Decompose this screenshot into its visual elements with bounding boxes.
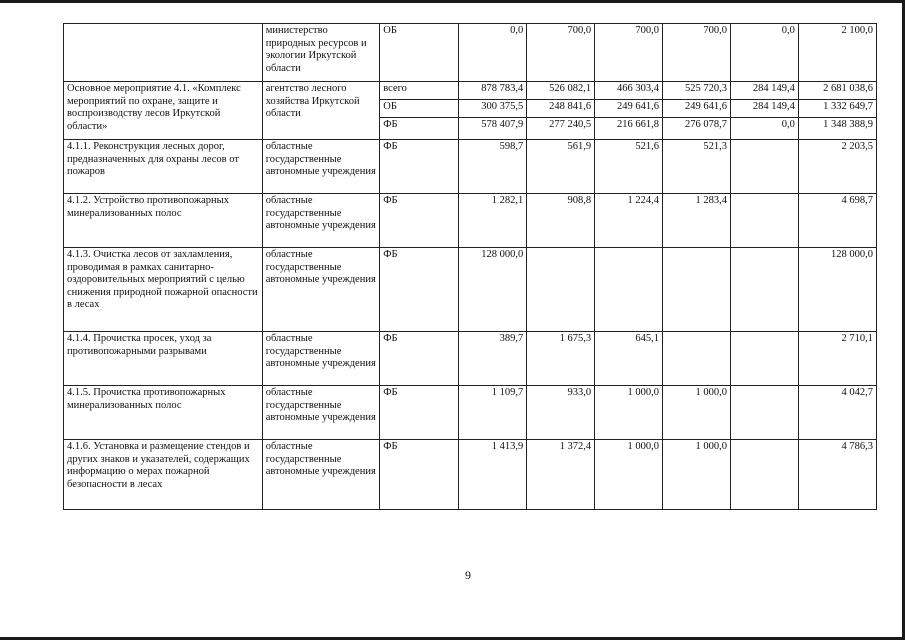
- value-2015: 1 675,3: [527, 332, 595, 386]
- table-row: [64, 140, 877, 194]
- table-row: [64, 386, 877, 440]
- value-2017: 249 641,6: [663, 100, 731, 118]
- value-2015: 561,9: [527, 140, 595, 194]
- value-2014: 128 000,0: [459, 248, 527, 332]
- value-total: 1 332 649,7: [798, 100, 876, 118]
- value-2015: 933,0: [527, 386, 595, 440]
- value-2014: 0,0: [459, 24, 527, 82]
- measure-name: 4.1.3. Очистка лесов от захламления, проводимая в рамках санитарно-оздоровительных мероприятий с целью снижения природной пожарной опасности в лесах: [64, 248, 263, 332]
- value-total: 4 698,7: [798, 194, 876, 248]
- funding-source: ФБ: [380, 440, 459, 510]
- value-2018: 284 149,4: [730, 82, 798, 100]
- value-2017: 525 720,3: [663, 82, 731, 100]
- table-row: [64, 24, 877, 82]
- value-2018: [730, 332, 798, 386]
- value-2016: 645,1: [595, 332, 663, 386]
- value-2016: 1 000,0: [595, 440, 663, 510]
- executor: областные государственные автономные учреждения: [262, 140, 380, 194]
- value-2016: 521,6: [595, 140, 663, 194]
- value-total: 128 000,0: [798, 248, 876, 332]
- value-2018: [730, 386, 798, 440]
- table-row: [64, 332, 877, 386]
- value-2015: [527, 248, 595, 332]
- value-2017: 521,3: [663, 140, 731, 194]
- value-2016: 700,0: [595, 24, 663, 82]
- table-row: [64, 248, 877, 332]
- value-2017: 276 078,7: [663, 118, 731, 140]
- executor: областные государственные автономные учреждения: [262, 332, 380, 386]
- value-2014: 389,7: [459, 332, 527, 386]
- funding-source: ФБ: [380, 248, 459, 332]
- value-2018: 0,0: [730, 24, 798, 82]
- funding-source: ФБ: [380, 118, 459, 140]
- executor: областные государственные автономные учреждения: [262, 440, 380, 510]
- executor: министерство природных ресурсов и экологии Иркутской области: [262, 24, 380, 82]
- value-2017: 700,0: [663, 24, 731, 82]
- value-2017: 1 000,0: [663, 386, 731, 440]
- value-total: 2 681 038,6: [798, 82, 876, 100]
- measure-name: [64, 24, 263, 82]
- value-2015: 248 841,6: [527, 100, 595, 118]
- executor: областные государственные автономные учреждения: [262, 194, 380, 248]
- funding-source: ФБ: [380, 140, 459, 194]
- table-row: [64, 440, 877, 510]
- measure-name: 4.1.4. Прочистка просек, уход за противопожарными разрывами: [64, 332, 263, 386]
- value-2017: 1 000,0: [663, 440, 731, 510]
- value-2018: [730, 248, 798, 332]
- value-total: 2 710,1: [798, 332, 876, 386]
- funding-source: ОБ: [380, 100, 459, 118]
- value-total: 2 100,0: [798, 24, 876, 82]
- executor: областные государственные автономные учреждения: [262, 386, 380, 440]
- funding-source: ФБ: [380, 194, 459, 248]
- measure-name: 4.1.2. Устройство противопожарных минерализованных полос: [64, 194, 263, 248]
- value-2016: 1 000,0: [595, 386, 663, 440]
- value-2014: 1 282,1: [459, 194, 527, 248]
- executor: областные государственные автономные учреждения: [262, 248, 380, 332]
- value-2014: 598,7: [459, 140, 527, 194]
- budget-table: [63, 23, 877, 510]
- measure-name: Основное мероприятие 4.1. «Комплекс мероприятий по охране, защите и воспроизводству лесов Иркутской области»: [64, 82, 263, 140]
- funding-source: ФБ: [380, 386, 459, 440]
- value-2018: [730, 440, 798, 510]
- value-total: 4 042,7: [798, 386, 876, 440]
- value-2017: [663, 248, 731, 332]
- value-2015: 1 372,4: [527, 440, 595, 510]
- value-2018: 284 149,4: [730, 100, 798, 118]
- funding-source: всего: [380, 82, 459, 100]
- value-2014: 300 375,5: [459, 100, 527, 118]
- value-2016: 1 224,4: [595, 194, 663, 248]
- value-total: 4 786,3: [798, 440, 876, 510]
- funding-source: ОБ: [380, 24, 459, 82]
- measure-name: 4.1.1. Реконструкция лесных дорог, предназначенных для охраны лесов от пожаров: [64, 140, 263, 194]
- value-total: 2 203,5: [798, 140, 876, 194]
- funding-source: ФБ: [380, 332, 459, 386]
- value-2014: 578 407,9: [459, 118, 527, 140]
- value-2015: 700,0: [527, 24, 595, 82]
- value-2016: 249 641,6: [595, 100, 663, 118]
- measure-name: 4.1.5. Прочистка противопожарных минерализованных полос: [64, 386, 263, 440]
- value-total: 1 348 388,9: [798, 118, 876, 140]
- scan-border-top: [0, 0, 905, 3]
- value-2014: 1 109,7: [459, 386, 527, 440]
- value-2015: 526 082,1: [527, 82, 595, 100]
- value-2016: [595, 248, 663, 332]
- value-2016: 466 303,4: [595, 82, 663, 100]
- value-2014: 1 413,9: [459, 440, 527, 510]
- value-2017: 1 283,4: [663, 194, 731, 248]
- value-2015: 908,8: [527, 194, 595, 248]
- executor: агентство лесного хозяйства Иркутской области: [262, 82, 380, 140]
- value-2018: [730, 194, 798, 248]
- value-2018: 0,0: [730, 118, 798, 140]
- value-2017: [663, 332, 731, 386]
- measure-name: 4.1.6. Установка и размещение стендов и других знаков и указателей, содержащих информацию о мерах пожарной безопасности в лесах: [64, 440, 263, 510]
- page-number: 9: [465, 568, 471, 582]
- value-2018: [730, 140, 798, 194]
- value-2014: 878 783,4: [459, 82, 527, 100]
- value-2015: 277 240,5: [527, 118, 595, 140]
- value-2016: 216 661,8: [595, 118, 663, 140]
- table-row: [64, 194, 877, 248]
- table-row: [64, 82, 877, 100]
